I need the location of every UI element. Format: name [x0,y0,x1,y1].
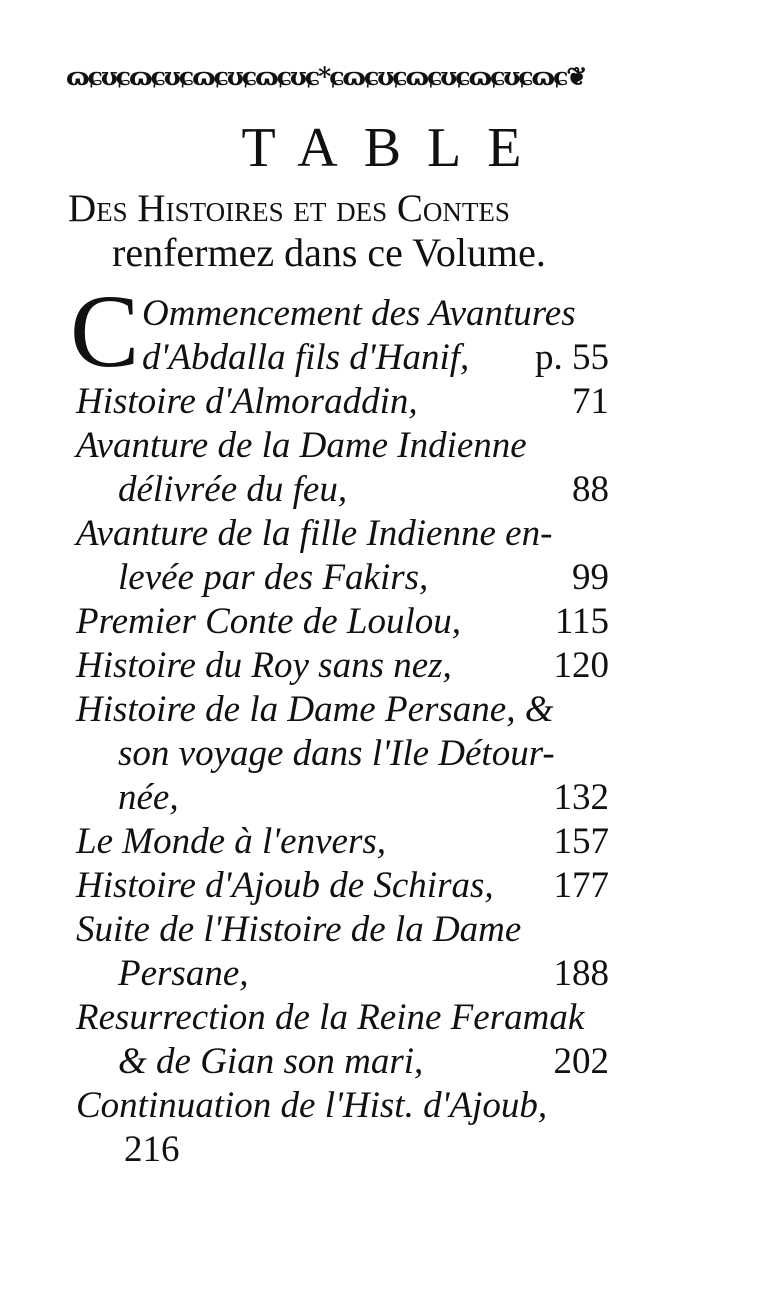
toc-entry-text: & de Gian son mari, [118,1041,424,1082]
toc-entry-text: délivrée du feu, [118,469,348,510]
toc-entry-text: Premier Conte de Loulou, [76,601,462,642]
toc-entry-text: née, [118,777,179,818]
toc-entry-page: 115 [554,601,609,642]
toc-entry-page: 216 [124,1129,180,1170]
toc-entry-text: Avanture de la fille Indienne en- [76,513,553,554]
toc-entry-page: 132 [553,777,609,818]
toc-entry-page: 99 [572,557,609,598]
toc-entry-text: levée par des Fakirs, [118,557,429,598]
page-title: TABLE [241,117,548,179]
toc-entry-text: Histoire d'Ajoub de Schiras, [76,865,494,906]
toc-entry-text: son voyage dans l'Ile Détour- [118,733,555,774]
header-ornament: ɷɕʊɕɷɕʊɕɷɕʊɕɷɕʊɕ*ɕɷɕʊɕɷɕʊɕɷɕʊɕɷɕ❦ [66,62,586,91]
toc-entry-page: 88 [572,469,609,510]
toc-entry-page: 157 [553,821,609,862]
toc-entry-text: Continuation de l'Hist. d'Ajoub, [76,1085,548,1126]
toc-entry-text: Histoire du Roy sans nez, [76,645,452,686]
toc-entry-page: 177 [553,865,609,906]
toc-entry-text: Histoire de la Dame Persane, & [76,689,554,730]
toc-entry-text: Avanture de la Dame Indienne [76,425,527,466]
toc-entry-text: d'Abdalla fils d'Hanif, [142,337,470,378]
toc-entry-page: 71 [572,381,609,422]
subtitle-line-1: Des Histoires et des Contes [68,187,510,230]
toc-entry-text: Persane, [118,953,249,994]
toc-entry-text: Ommencement des Avantures [142,293,576,334]
subtitle-line-2: renfermez dans ce Volume. [112,230,546,275]
toc-entry-text: Resurrection de la Reine Feramak [76,997,585,1038]
toc-entry-page: 202 [553,1041,609,1082]
toc-entry-text: Histoire d'Almoraddin, [76,381,418,422]
toc-entry-text: Le Monde à l'envers, [76,821,387,862]
toc-entry-page: 120 [553,645,609,686]
toc-entry-page: p. 55 [535,337,609,378]
toc-entry-page: 188 [553,953,609,994]
toc-entry-text: Suite de l'Histoire de la Dame [76,909,522,950]
drop-cap: C [70,274,140,389]
